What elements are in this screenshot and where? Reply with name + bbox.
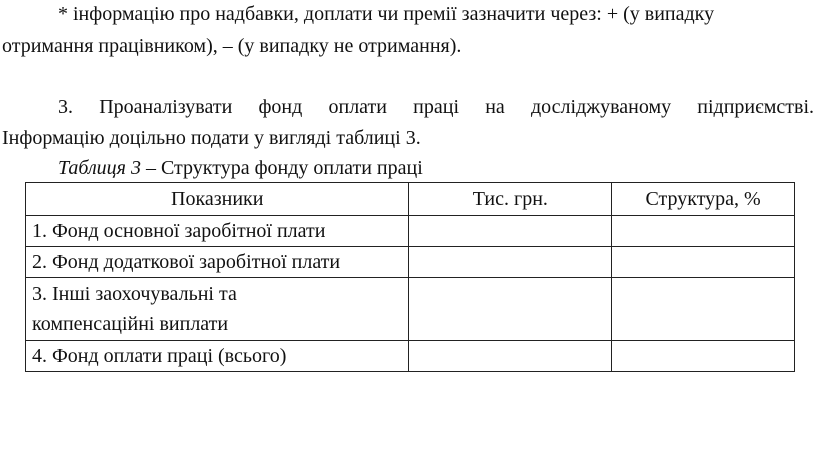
note-line-1: * інформацію про надбавки, доплати чи премії зазначити через: + (у випадку — [58, 3, 715, 25]
table-caption-dash: – — [140, 157, 161, 179]
table-row — [26, 216, 795, 247]
row-structure-cell — [612, 278, 795, 341]
row-value-cell — [409, 341, 612, 372]
row-value-cell — [409, 216, 612, 247]
table-row — [26, 341, 795, 372]
header-indicators: Показники — [26, 183, 409, 216]
table-caption-label: Таблиця 3 — [58, 157, 141, 179]
row-structure-cell — [612, 247, 795, 278]
table-header-row — [26, 183, 795, 216]
header-thousand-uah: Тис. грн. — [409, 183, 612, 216]
row-indicator-basic-wage-fund: 1. Фонд основної заробітної плати — [26, 216, 409, 247]
fund-structure-table — [25, 182, 795, 372]
row-value-cell — [409, 278, 612, 341]
row-value-cell — [409, 247, 612, 278]
note-line-2: отримання працівником), – (у випадку не отримання). — [2, 35, 462, 57]
row-indicator-additional-wage-fund: 2. Фонд додаткової заробітної плати — [26, 247, 409, 278]
row-indicator-total-wage-fund: 4. Фонд оплати праці (всього) — [26, 341, 409, 372]
task-line-2: Інформацію доцільно подати у вигляді таблиці 3. — [2, 127, 421, 149]
table-caption-title: Структура фонду оплати праці — [160, 157, 423, 179]
header-structure-percent: Структура, % — [612, 183, 795, 216]
row-indicator-other-incentives-line-1: 3. Інші заохочувальні та — [32, 283, 237, 305]
table-row — [26, 278, 795, 341]
task-line-1: 3. Проаналізувати фонд оплати праці на досліджуваному підприємстві. — [58, 96, 814, 118]
row-indicator-other-incentives-line-2: компенсаційні виплати — [32, 313, 229, 335]
row-indicator-other-incentives — [26, 278, 409, 341]
row-structure-cell — [612, 216, 795, 247]
row-structure-cell — [612, 341, 795, 372]
table-caption — [58, 156, 423, 180]
table-row — [26, 247, 795, 278]
